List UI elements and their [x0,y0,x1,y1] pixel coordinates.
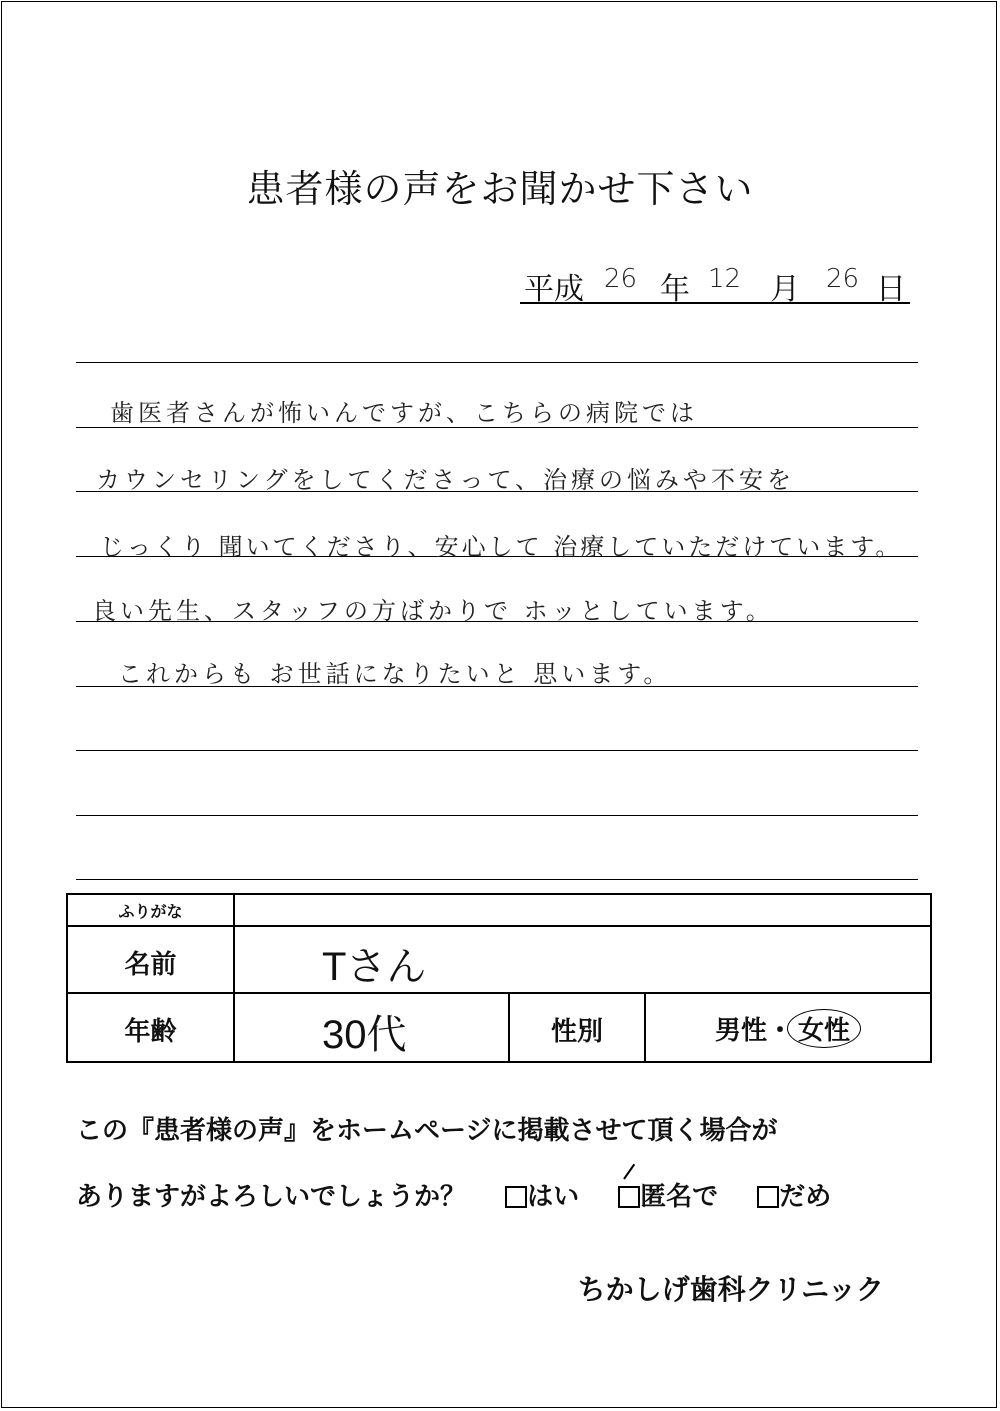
furigana-label: ふりがな [118,902,183,921]
option-no-label: だめ [779,1182,832,1212]
name-value: Tさん [322,945,427,989]
option-anonymous[interactable] [618,1182,718,1212]
date-month-unit: 月 [770,272,800,307]
name-label: 名前 [124,950,177,980]
patient-info-table [66,893,932,1063]
option-yes[interactable] [505,1182,579,1212]
date-era: 平成 [524,272,584,307]
table-divider [68,925,930,927]
date-year-unit: 年 [660,272,690,307]
option-anonymous-label: 匿名で [640,1182,719,1212]
comment-line-2: カウンセリングをしてくださって、治療の悩みや不安を [96,466,796,494]
age-value: 30代 [322,1013,407,1057]
checkbox-yes[interactable] [505,1186,527,1208]
consent-question-row [76,1176,831,1213]
ruled-line [76,750,918,751]
gender-male: 男性 [714,1016,767,1046]
comment-line-4: 良い先生、スタッフの方ばかりで ホッとしています。 [92,597,774,625]
clinic-name: ちかしげ歯科クリニック [577,1273,884,1306]
comment-line-1: 歯医者さんが怖いんですが、こちらの病院では [110,399,698,427]
option-no[interactable] [757,1182,831,1212]
form-title: 患者様の声をお聞かせ下さい [246,167,754,211]
option-yes-label: はい [527,1182,580,1212]
gender-options [646,1009,930,1048]
date-day-unit: 日 [876,272,906,307]
ruled-line [76,815,918,816]
date-field [520,262,910,307]
comment-line-3: じっくり 聞いてくださり、安心して 治療していただけています。 [100,533,903,561]
ruled-line [76,362,918,363]
gender-label: 性別 [550,1017,603,1047]
checkbox-no[interactable] [757,1186,779,1208]
consent-question-line1: この『患者様の声』をホームページに掲載させて頂く場合が [76,1116,778,1146]
table-divider [68,992,930,994]
ruled-line [76,879,918,880]
comment-line-5: これからも お世話になりたいと 思います。 [118,660,672,688]
gender-female-circled: 女性 [787,1009,861,1048]
checkbox-anonymous[interactable] [618,1186,640,1208]
age-label: 年齢 [124,1017,177,1047]
table-divider [233,895,235,1061]
date-day: 26 [826,264,860,294]
consent-question-line2: ありますがよろしいでしょうか？ [76,1182,467,1212]
date-month: 12 [708,264,742,294]
date-year: 26 [604,264,638,294]
gender-separator: ・ [766,1016,793,1046]
